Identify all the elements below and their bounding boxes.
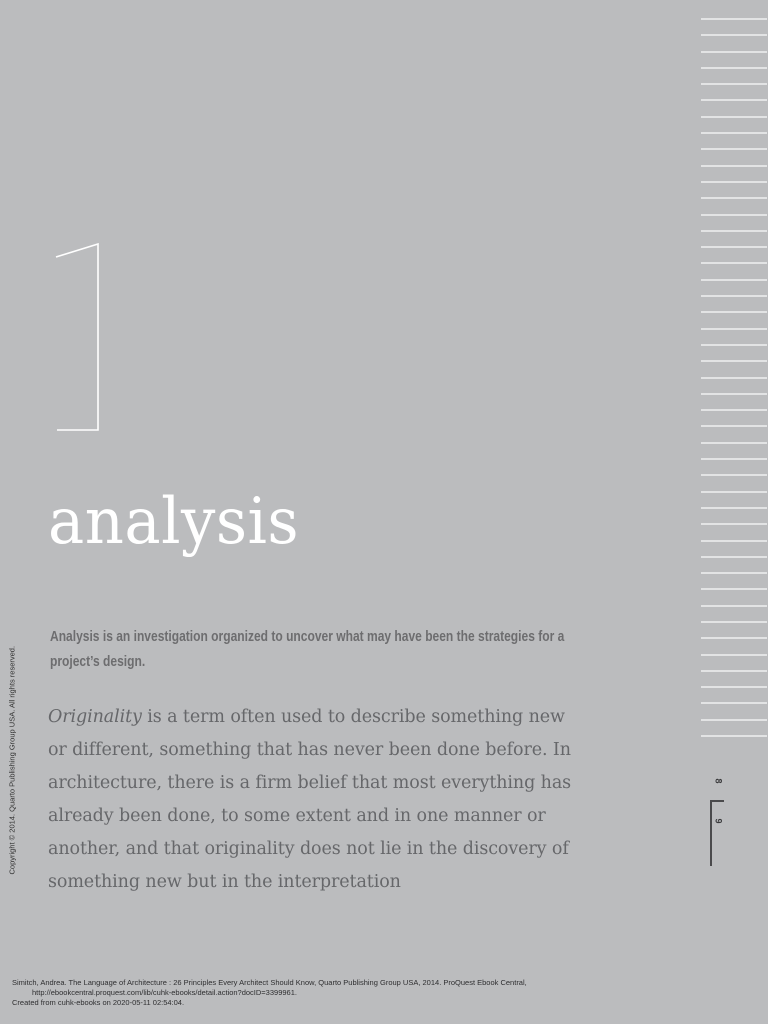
margin-rule (701, 328, 767, 330)
margin-rule (701, 735, 767, 737)
margin-rule (701, 474, 767, 476)
margin-rule (701, 279, 767, 281)
margin-rule (701, 246, 767, 248)
citation-footer (12, 978, 712, 1008)
margin-rule (701, 116, 767, 118)
margin-rule (701, 262, 767, 264)
lead-term: Originality (48, 707, 142, 727)
margin-rule (701, 719, 767, 721)
margin-rules (701, 18, 767, 751)
page-number-left: 8 (713, 778, 724, 784)
citation-line-3: Created from cuhk-ebooks on 2020-05-11 02:54:04. (12, 998, 185, 1007)
margin-rule (701, 67, 767, 69)
margin-rule (701, 491, 767, 493)
chapter-title: analysis (48, 485, 300, 559)
margin-rule (701, 393, 767, 395)
margin-rule (701, 148, 767, 150)
margin-rule (701, 311, 767, 313)
margin-rule (701, 702, 767, 704)
margin-rule (701, 18, 767, 20)
margin-rule (701, 181, 767, 183)
margin-rule (701, 621, 767, 623)
margin-rule (701, 344, 767, 346)
margin-rule (701, 360, 767, 362)
margin-rule (701, 572, 767, 574)
body-paragraph (48, 701, 578, 899)
margin-rule (701, 605, 767, 607)
lead-paragraph: Analysis is an investigation organized to uncover what may have been the strategies for a project’s design. (50, 629, 565, 670)
margin-rule (701, 686, 767, 688)
page-number-right: 9 (713, 818, 724, 824)
body-text: is a term often used to describe something new or different, something that has never been done before. In architecture, there is a firm belief that most everything has already been done, to some extent and in one manner or another, and that originality does not lie in the discovery of something new but in the interpretation (48, 707, 572, 892)
folio-tick (710, 800, 724, 802)
margin-rule (701, 523, 767, 525)
margin-rule (701, 132, 767, 134)
margin-rule (701, 34, 767, 36)
margin-rule (701, 99, 767, 101)
citation-line-1: Simitch, Andrea. The Language of Architecture : 26 Principles Every Architect Should Know, Quarto Publishing Group USA, 2014. ProQuest Ebook Central, (12, 978, 527, 987)
margin-rule (701, 214, 767, 216)
margin-rule (701, 540, 767, 542)
margin-rule (701, 230, 767, 232)
margin-rule (701, 654, 767, 656)
margin-rule (701, 51, 767, 53)
margin-rule (701, 377, 767, 379)
margin-rule (701, 442, 767, 444)
margin-rule (701, 507, 767, 509)
margin-rule (701, 197, 767, 199)
copyright-notice: Copyright © 2014. Quarto Publishing Group USA. All rights reserved. (7, 645, 17, 875)
margin-rule (701, 556, 767, 558)
margin-rule (701, 458, 767, 460)
margin-rule (701, 588, 767, 590)
margin-rule (701, 165, 767, 167)
margin-rule (701, 295, 767, 297)
margin-rule (701, 670, 767, 672)
chapter-number-glyph (55, 243, 99, 431)
citation-line-2: http://ebookcentral.proquest.com/lib/cuhk-ebooks/detail.action?docID=3399961. (32, 988, 297, 997)
folio-divider (710, 800, 712, 866)
margin-rule (701, 637, 767, 639)
margin-rule (701, 83, 767, 85)
margin-rule (701, 409, 767, 411)
margin-rule (701, 425, 767, 427)
